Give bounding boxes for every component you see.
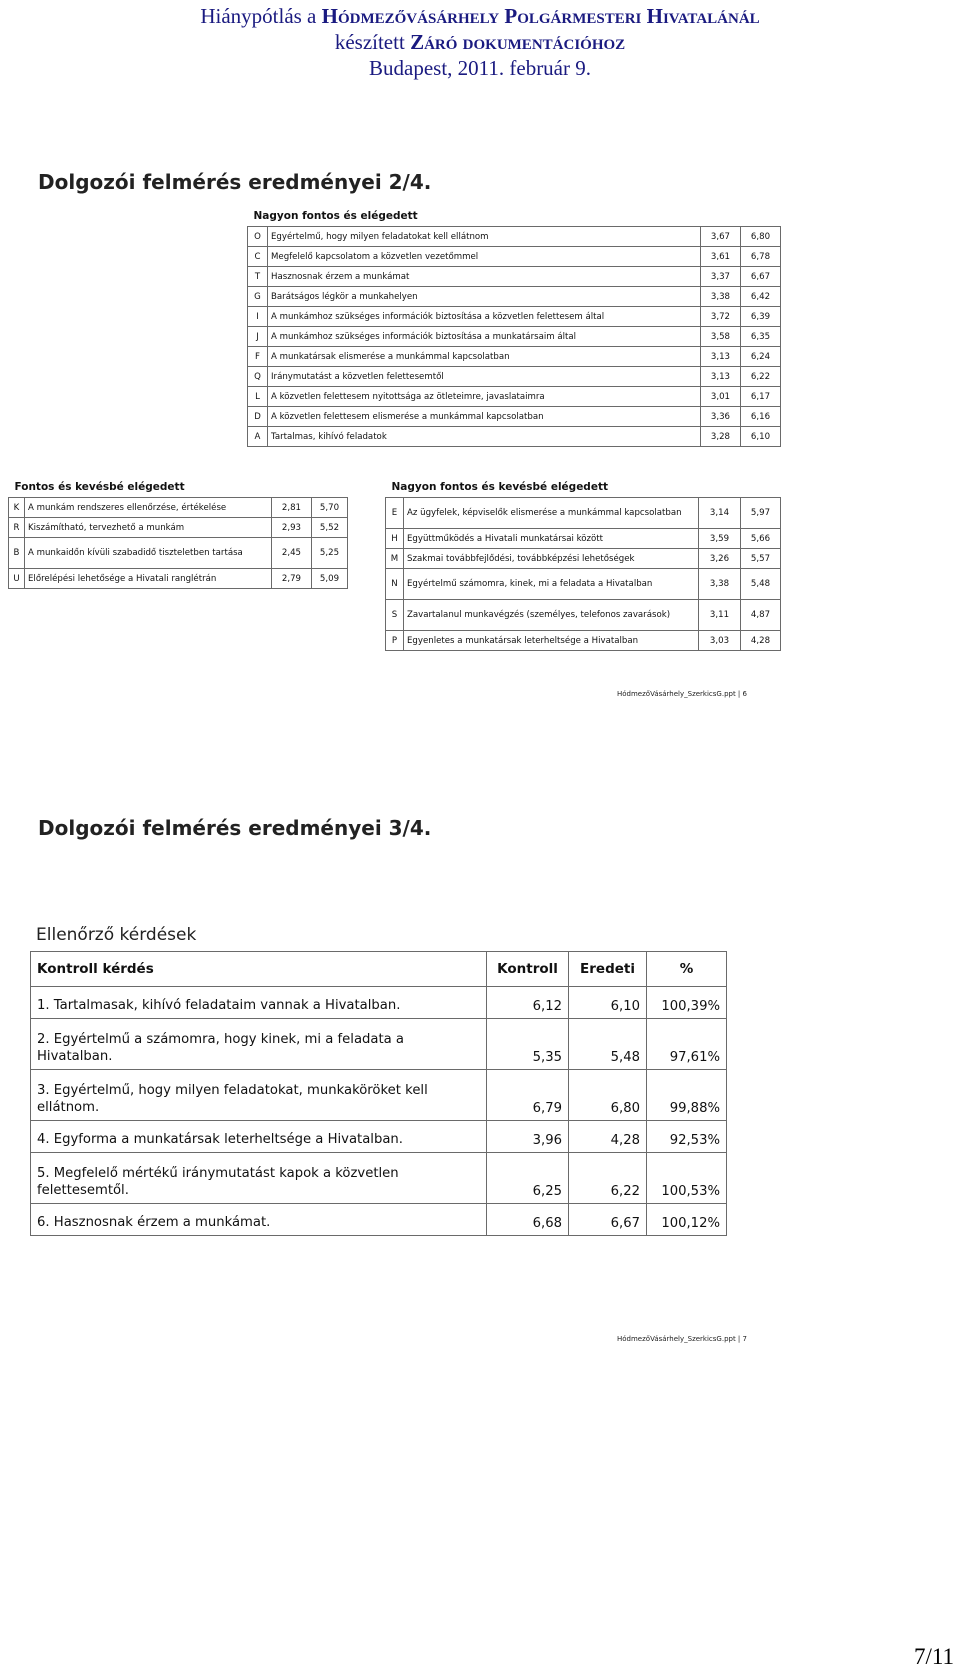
row-value-1: 2,45 <box>271 538 311 569</box>
row-value-1: 3,38 <box>700 287 740 307</box>
table-row <box>31 1070 727 1121</box>
control-question: 2. Egyértelmű a számomra, hogy kinek, mi a feladata a Hivatalban. <box>31 1019 487 1070</box>
table-heading-row <box>9 476 348 498</box>
row-code: O <box>248 227 268 247</box>
row-value-2: 6,67 <box>740 267 780 287</box>
row-value-2: 5,52 <box>311 518 347 538</box>
table-row <box>9 498 348 518</box>
table-heading: Nagyon fontos és kevésbé elégedett <box>386 476 781 498</box>
table-row <box>386 631 781 651</box>
row-value-2: 5,66 <box>741 529 781 549</box>
table-heading: Nagyon fontos és elégedett <box>248 205 781 227</box>
row-code: K <box>9 498 25 518</box>
document-header <box>0 3 960 81</box>
original-value: 6,22 <box>569 1153 647 1204</box>
header-line-1 <box>0 3 960 29</box>
row-value-1: 3,03 <box>699 631 741 651</box>
table-row <box>386 569 781 600</box>
header-line-1-org: Hódmezővásárhely Polgármesteri Hivatalánál <box>321 4 760 28</box>
row-text: Az ügyfelek, képviselők elismerése a munkámmal kapcsolatban <box>404 498 699 529</box>
row-value-2: 5,97 <box>741 498 781 529</box>
control-question: 4. Egyforma a munkatársak leterheltsége a Hivatalban. <box>31 1121 487 1153</box>
row-text: Megfelelő kapcsolatom a közvetlen vezetőmmel <box>268 247 701 267</box>
header-line-1-prefix: Hiánypótlás a <box>200 4 322 28</box>
row-code: J <box>248 327 268 347</box>
row-value-2: 6,10 <box>740 427 780 447</box>
control-value: 6,25 <box>487 1153 569 1204</box>
table-row <box>248 427 781 447</box>
table-row <box>386 600 781 631</box>
table-very-important-less-satisfied <box>385 476 781 651</box>
table-row <box>31 1019 727 1070</box>
table-row <box>248 267 781 287</box>
row-text: Egyértelmű számomra, kinek, mi a feladata a Hivatalban <box>404 569 699 600</box>
row-value-1: 3,58 <box>700 327 740 347</box>
row-text: A munkaidőn kívüli szabadidő tiszteletben tartása <box>25 538 272 569</box>
control-table-header-row <box>31 952 727 987</box>
row-code: F <box>248 347 268 367</box>
control-value: 6,79 <box>487 1070 569 1121</box>
percent-value: 100,39% <box>647 987 727 1019</box>
percent-value: 92,53% <box>647 1121 727 1153</box>
row-value-2: 5,25 <box>311 538 347 569</box>
row-value-2: 6,35 <box>740 327 780 347</box>
control-questions-subtitle: Ellenőrző kérdések <box>36 925 197 945</box>
row-text: A munkámhoz szükséges információk biztosítása a közvetlen felettesem által <box>268 307 701 327</box>
row-value-1: 2,93 <box>271 518 311 538</box>
table-row <box>9 569 348 589</box>
control-question: 6. Hasznosnak érzem a munkámat. <box>31 1204 487 1236</box>
control-value: 3,96 <box>487 1121 569 1153</box>
row-code: M <box>386 549 404 569</box>
row-value-1: 2,79 <box>271 569 311 589</box>
row-value-2: 5,09 <box>311 569 347 589</box>
row-text: Szakmai továbbfejlődési, továbbképzési lehetőségek <box>404 549 699 569</box>
table-row <box>386 498 781 529</box>
row-text: Egyértelmű, hogy milyen feladatokat kell ellátnom <box>268 227 701 247</box>
row-value-2: 6,42 <box>740 287 780 307</box>
row-value-1: 3,72 <box>700 307 740 327</box>
row-value-2: 5,70 <box>311 498 347 518</box>
original-value: 6,67 <box>569 1204 647 1236</box>
row-value-1: 3,11 <box>699 600 741 631</box>
row-text: Kiszámítható, tervezhető a munkám <box>25 518 272 538</box>
table-row <box>248 287 781 307</box>
row-text: A munkatársak elismerése a munkámmal kapcsolatban <box>268 347 701 367</box>
row-value-1: 3,13 <box>700 367 740 387</box>
slide-title-2-4: Dolgozói felmérés eredményei 2/4. <box>38 170 432 194</box>
table-row <box>248 367 781 387</box>
header-line-2-prefix: készített <box>334 30 411 54</box>
row-value-1: 3,28 <box>700 427 740 447</box>
table-heading-row <box>248 205 781 227</box>
row-text: A közvetlen felettesem nyitottsága az ötleteimre, javaslataimra <box>268 387 701 407</box>
table-row <box>248 407 781 427</box>
column-header-percent: % <box>647 952 727 987</box>
row-text: Hasznosnak érzem a munkámat <box>268 267 701 287</box>
row-value-2: 5,57 <box>741 549 781 569</box>
control-question: 1. Tartalmasak, kihívó feladataim vannak a Hivatalban. <box>31 987 487 1019</box>
row-value-2: 6,17 <box>740 387 780 407</box>
original-value: 4,28 <box>569 1121 647 1153</box>
row-text: A munkámhoz szükséges információk biztosítása a munkatársaim által <box>268 327 701 347</box>
row-code: S <box>386 600 404 631</box>
row-code: R <box>9 518 25 538</box>
table-row <box>386 529 781 549</box>
table-row <box>9 538 348 569</box>
row-text: Zavartalanul munkavégzés (személyes, telefonos zavarások) <box>404 600 699 631</box>
row-code: D <box>248 407 268 427</box>
row-value-1: 3,37 <box>700 267 740 287</box>
slide-footer-7: HódmezőVásárhely_SzerkicsG.ppt | 7 <box>617 1335 747 1343</box>
column-header-original: Eredeti <box>569 952 647 987</box>
row-code: P <box>386 631 404 651</box>
row-value-2: 6,78 <box>740 247 780 267</box>
percent-value: 99,88% <box>647 1070 727 1121</box>
table-row <box>9 518 348 538</box>
row-value-2: 4,87 <box>741 600 781 631</box>
row-code: E <box>386 498 404 529</box>
percent-value: 97,61% <box>647 1019 727 1070</box>
row-value-1: 3,26 <box>699 549 741 569</box>
table-row <box>248 347 781 367</box>
row-code: T <box>248 267 268 287</box>
row-value-1: 3,01 <box>700 387 740 407</box>
control-question: 5. Megfelelő mértékű iránymutatást kapok a közvetlen felettesemtől. <box>31 1153 487 1204</box>
page-number: 7/11 <box>913 1644 954 1669</box>
table-row <box>248 387 781 407</box>
row-value-1: 2,81 <box>271 498 311 518</box>
table-row <box>31 1153 727 1204</box>
table-row <box>386 549 781 569</box>
row-value-2: 5,48 <box>741 569 781 600</box>
row-text: A munkám rendszeres ellenőrzése, értékelése <box>25 498 272 518</box>
control-value: 6,12 <box>487 987 569 1019</box>
percent-value: 100,53% <box>647 1153 727 1204</box>
table-heading-row <box>386 476 781 498</box>
control-value: 5,35 <box>487 1019 569 1070</box>
row-value-1: 3,14 <box>699 498 741 529</box>
row-code: N <box>386 569 404 600</box>
table-row <box>31 987 727 1019</box>
row-code: U <box>9 569 25 589</box>
table-important-less-satisfied <box>8 476 348 589</box>
row-text: Egyenletes a munkatársak leterheltsége a Hivatalban <box>404 631 699 651</box>
row-text: Iránymutatást a közvetlen felettesemtől <box>268 367 701 387</box>
column-header-control: Kontroll <box>487 952 569 987</box>
row-value-1: 3,36 <box>700 407 740 427</box>
row-value-1: 3,67 <box>700 227 740 247</box>
table-row <box>248 327 781 347</box>
original-value: 6,80 <box>569 1070 647 1121</box>
row-text: Előrelépési lehetősége a Hivatali ranglétrán <box>25 569 272 589</box>
row-code: B <box>9 538 25 569</box>
slide-footer-6: HódmezőVásárhely_SzerkicsG.ppt | 6 <box>617 690 747 698</box>
table-row <box>248 307 781 327</box>
row-value-1: 3,13 <box>700 347 740 367</box>
table-row <box>248 247 781 267</box>
header-date: Budapest, 2011. február 9. <box>369 56 591 80</box>
original-value: 6,10 <box>569 987 647 1019</box>
row-value-2: 6,39 <box>740 307 780 327</box>
row-code: H <box>386 529 404 549</box>
control-value: 6,68 <box>487 1204 569 1236</box>
row-text: Tartalmas, kihívó feladatok <box>268 427 701 447</box>
row-code: L <box>248 387 268 407</box>
table-row <box>31 1121 727 1153</box>
slide-title-3-4: Dolgozói felmérés eredményei 3/4. <box>38 816 432 840</box>
row-text: Barátságos légkör a munkahelyen <box>268 287 701 307</box>
row-code: I <box>248 307 268 327</box>
header-line-2-doc: Záró dokumentációhoz <box>410 30 626 54</box>
row-value-2: 6,24 <box>740 347 780 367</box>
column-header-question: Kontroll kérdés <box>31 952 487 987</box>
control-question: 3. Egyértelmű, hogy milyen feladatokat, munkaköröket kell ellátnom. <box>31 1070 487 1121</box>
row-value-1: 3,59 <box>699 529 741 549</box>
row-value-2: 6,80 <box>740 227 780 247</box>
row-code: Q <box>248 367 268 387</box>
row-text: Együttműködés a Hivatali munkatársai között <box>404 529 699 549</box>
control-questions-table <box>30 951 727 1236</box>
row-code: C <box>248 247 268 267</box>
row-value-2: 4,28 <box>741 631 781 651</box>
row-text: A közvetlen felettesem elismerése a munkámmal kapcsolatban <box>268 407 701 427</box>
original-value: 5,48 <box>569 1019 647 1070</box>
row-value-2: 6,22 <box>740 367 780 387</box>
row-code: G <box>248 287 268 307</box>
table-very-important-satisfied <box>247 205 781 447</box>
table-heading: Fontos és kevésbé elégedett <box>9 476 348 498</box>
percent-value: 100,12% <box>647 1204 727 1236</box>
header-line-2 <box>0 29 960 55</box>
row-value-1: 3,38 <box>699 569 741 600</box>
row-code: A <box>248 427 268 447</box>
row-value-1: 3,61 <box>700 247 740 267</box>
table-row <box>31 1204 727 1236</box>
row-value-2: 6,16 <box>740 407 780 427</box>
table-row <box>248 227 781 247</box>
